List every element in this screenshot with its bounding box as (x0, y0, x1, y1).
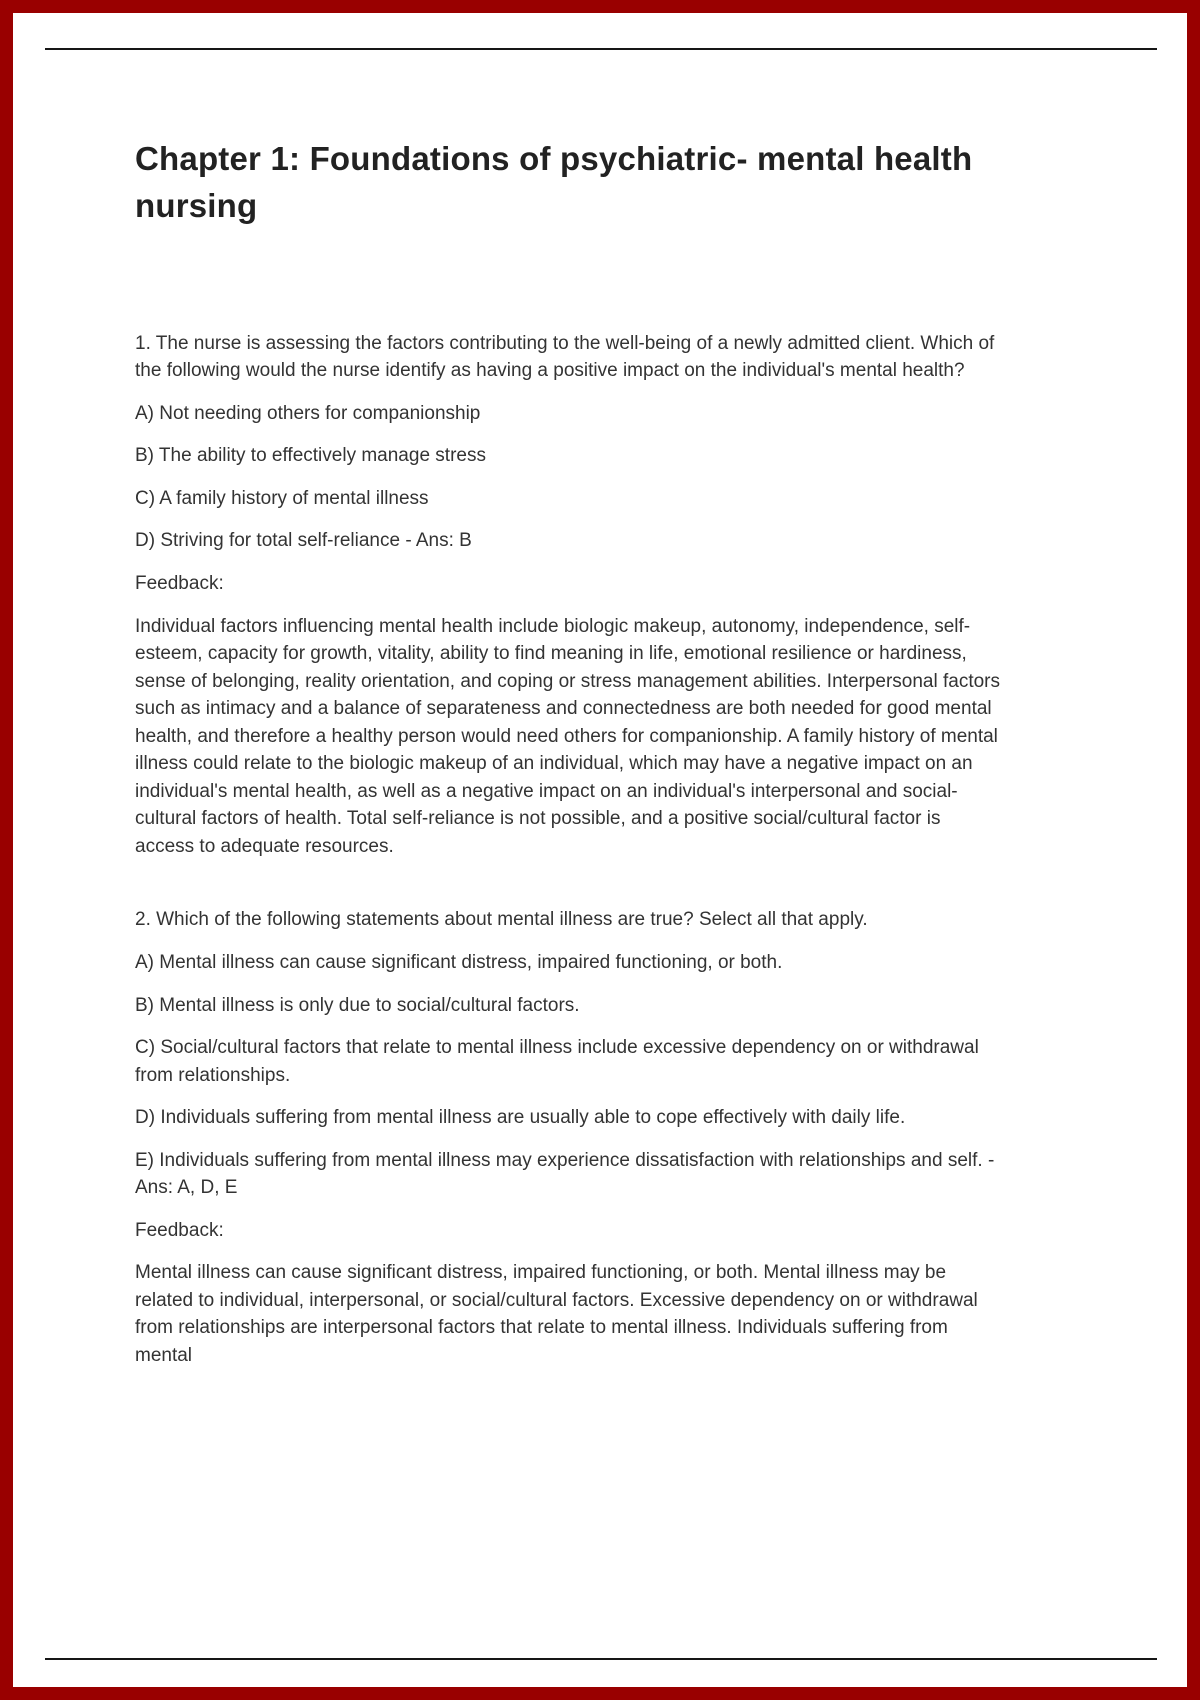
question-2-option-a: A) Mental illness can cause significant distress, impaired functioning, or both. (135, 952, 783, 974)
question-1-option-c: C) A family history of mental illness (135, 487, 429, 509)
question-1-feedback-text: Individual factors influencing mental health include biologic makeup, autonomy, independence, self-esteem, capacity for growth, vitality, ability to find meaning in life, emotional resilience or hardiness, sense of belonging, reality orientation, and coping or stress management abilities. Interpersonal factors such as intimacy and a balance of separateness and connectedness are both needed for good mental health, and therefore a healthy person would need others for companionship. A family history of mental illness could relate to the biologic makeup of an individual, which may have a negative impact on an individual's mental health, as well as a negative impact on an individual's interpersonal and social-cultural factors of health. Total self-reliance is not possible, and a positive social/cultural factor is access to adequate resources. (135, 615, 1000, 857)
question-2-option-e: E) Individuals suffering from mental illness may experience dissatisfaction with relationships and self. - Ans: A, D, E (135, 1149, 995, 1199)
question-1-option-a: A) Not needing others for companionship (135, 402, 481, 424)
page-title: Chapter 1: Foundations of psychiatric- mental health nursing (135, 140, 973, 224)
header-rule (45, 48, 1157, 50)
question-1 (135, 330, 1003, 861)
document-content (135, 136, 1003, 1385)
question-1-text: 1. The nurse is assessing the factors contributing to the well-being of a newly admitted client. Which of the following would the nurse identify as having a positive impact on the individual's mental health? (135, 332, 995, 382)
page-border-left (0, 0, 13, 1700)
question-1-option-d: D) Striving for total self-reliance - Ans: B (135, 530, 472, 552)
question-2-option-b: B) Mental illness is only due to social/cultural factors. (135, 994, 580, 1016)
footer-rule (45, 1658, 1157, 1660)
question-2-feedback-label: Feedback: (135, 1219, 224, 1241)
question-2 (135, 906, 1003, 1369)
page-border-top (0, 0, 1200, 13)
question-1-option-b: B) The ability to effectively manage stress (135, 445, 486, 467)
page-border-bottom (0, 1687, 1200, 1700)
page-border-right (1187, 0, 1200, 1700)
question-1-feedback-label: Feedback: (135, 573, 224, 594)
question-2-feedback-text: Mental illness can cause significant distress, impaired functioning, or both. Mental illness may be related to individual, interpersonal, or social/cultural factors. Excessive dependency on or withdrawal from relationships are interpersonal factors that relate to mental illness. Individuals suffering from mental (135, 1262, 978, 1367)
question-2-option-c: C) Social/cultural factors that relate to mental illness include excessive dependency on or withdrawal from relationships. (135, 1037, 979, 1086)
question-2-text: 2. Which of the following statements about mental illness are true? Select all that apply. (135, 909, 868, 931)
question-2-option-d: D) Individuals suffering from mental illness are usually able to cope effectively with daily life. (135, 1107, 906, 1129)
